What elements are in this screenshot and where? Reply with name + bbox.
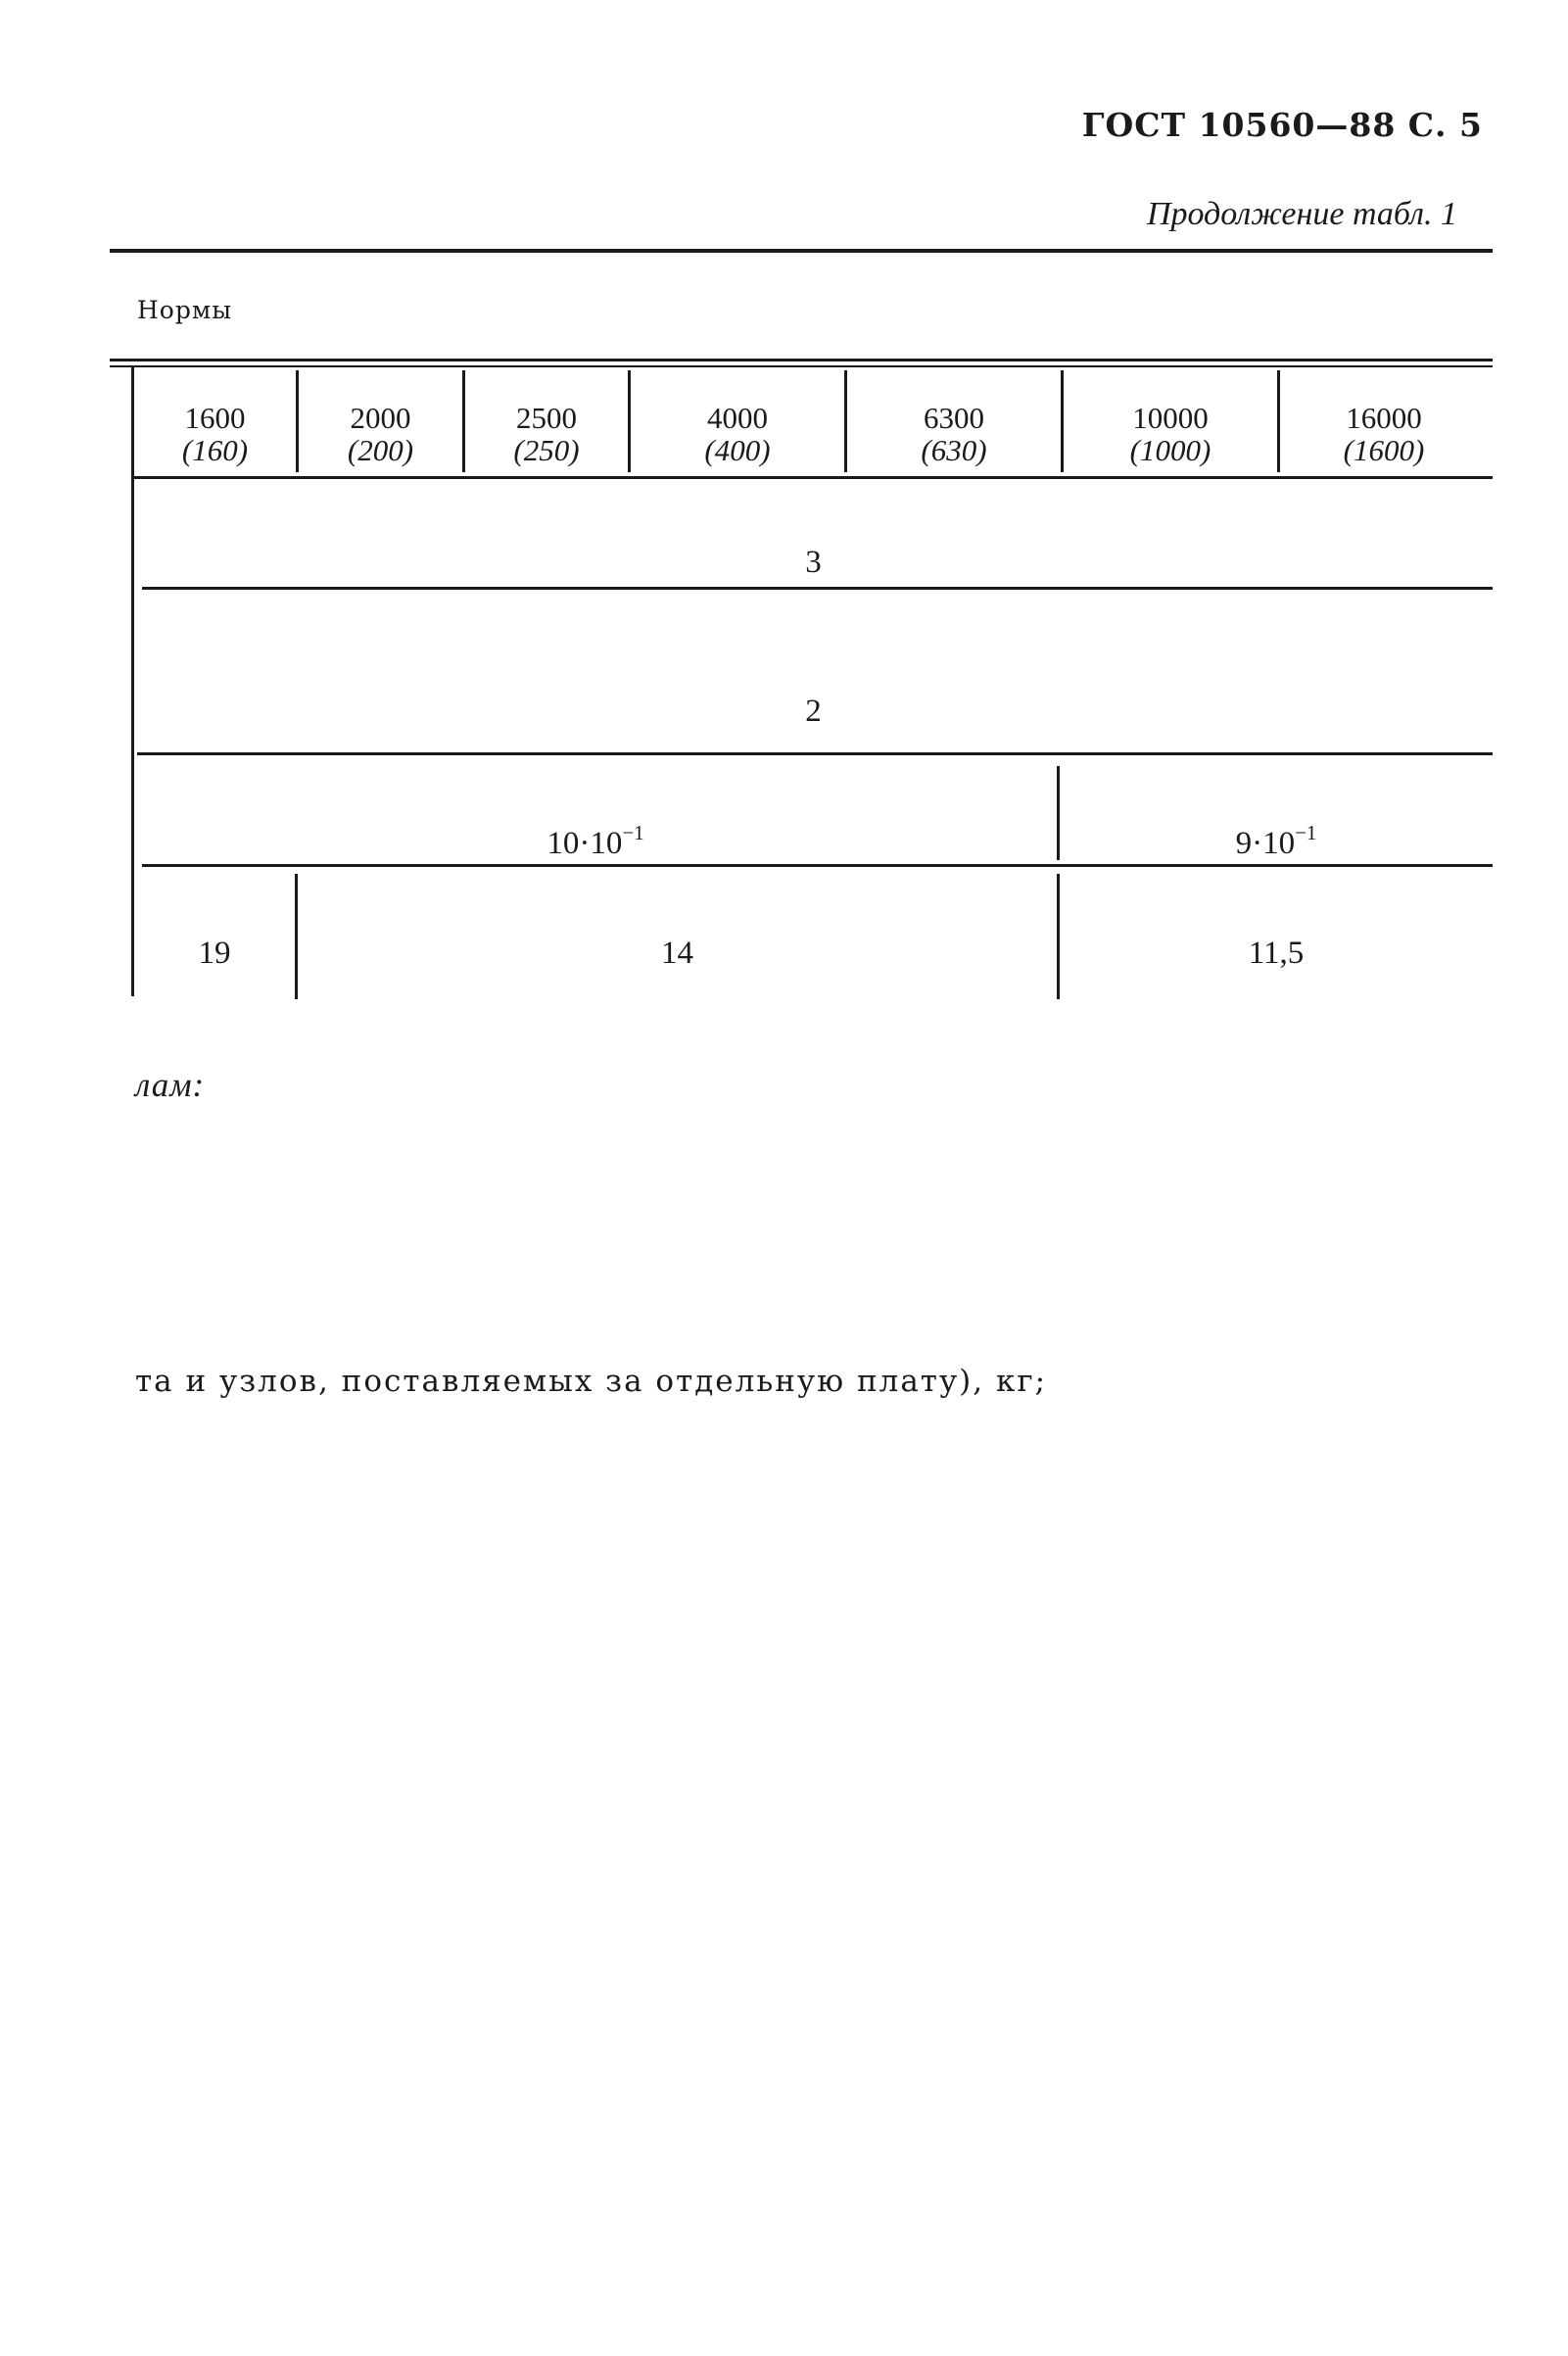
value-base: 9·10: [1235, 826, 1296, 861]
row-value-merged: 2: [805, 694, 822, 729]
column-value: 2500: [516, 401, 577, 435]
norms-header: Нормы: [137, 296, 233, 324]
value-exponent: −1: [1295, 821, 1317, 844]
top-rule: [110, 249, 1493, 253]
row-value-middle: 14: [661, 936, 693, 971]
column-header: [299, 402, 462, 466]
row-separator: [142, 864, 1493, 867]
row-value-first: 19: [198, 936, 231, 971]
text-fragment: та и узлов, поставляемых за отдельную плату), кг;: [135, 1364, 1048, 1399]
value-base: 10·10: [546, 826, 623, 861]
column-subvalue: (400): [704, 433, 771, 467]
row-value-left: [134, 821, 1057, 862]
header-double-rule-top: [110, 359, 1493, 361]
column-value: 4000: [707, 401, 768, 435]
column-header: [631, 402, 844, 466]
column-value: 6300: [924, 401, 984, 435]
column-value: 1600: [184, 401, 246, 435]
column-subvalue: (1600): [1343, 433, 1425, 467]
row-value-last: 11,5: [1248, 936, 1305, 971]
text-fragment: лам:: [135, 1066, 206, 1104]
column-value: 10000: [1132, 401, 1209, 435]
column-subvalue: (630): [921, 433, 987, 467]
column-value: 2000: [350, 401, 411, 435]
standard-reference: ГОСТ 10560—88 С. 5: [1081, 106, 1483, 144]
row-value-merged: 3: [805, 545, 822, 580]
column-header: [847, 402, 1061, 466]
row-value-right: [1060, 821, 1493, 862]
row-separator: [134, 476, 1493, 479]
column-header: [465, 402, 628, 466]
column-subvalue: (160): [181, 433, 249, 467]
column-value: 16000: [1346, 401, 1422, 435]
row-separator: [137, 752, 1493, 755]
value-exponent: −1: [622, 821, 644, 844]
row-separator: [142, 587, 1493, 590]
column-header: [1064, 402, 1277, 466]
header-double-rule-bottom: [110, 365, 1493, 367]
column-header: [134, 402, 296, 466]
column-subvalue: (200): [347, 433, 414, 467]
column-header: [1280, 402, 1488, 466]
column-subvalue: (1000): [1129, 433, 1212, 467]
column-subvalue: (250): [513, 433, 580, 467]
table-continuation-label: Продолжение табл. 1: [1146, 196, 1457, 232]
